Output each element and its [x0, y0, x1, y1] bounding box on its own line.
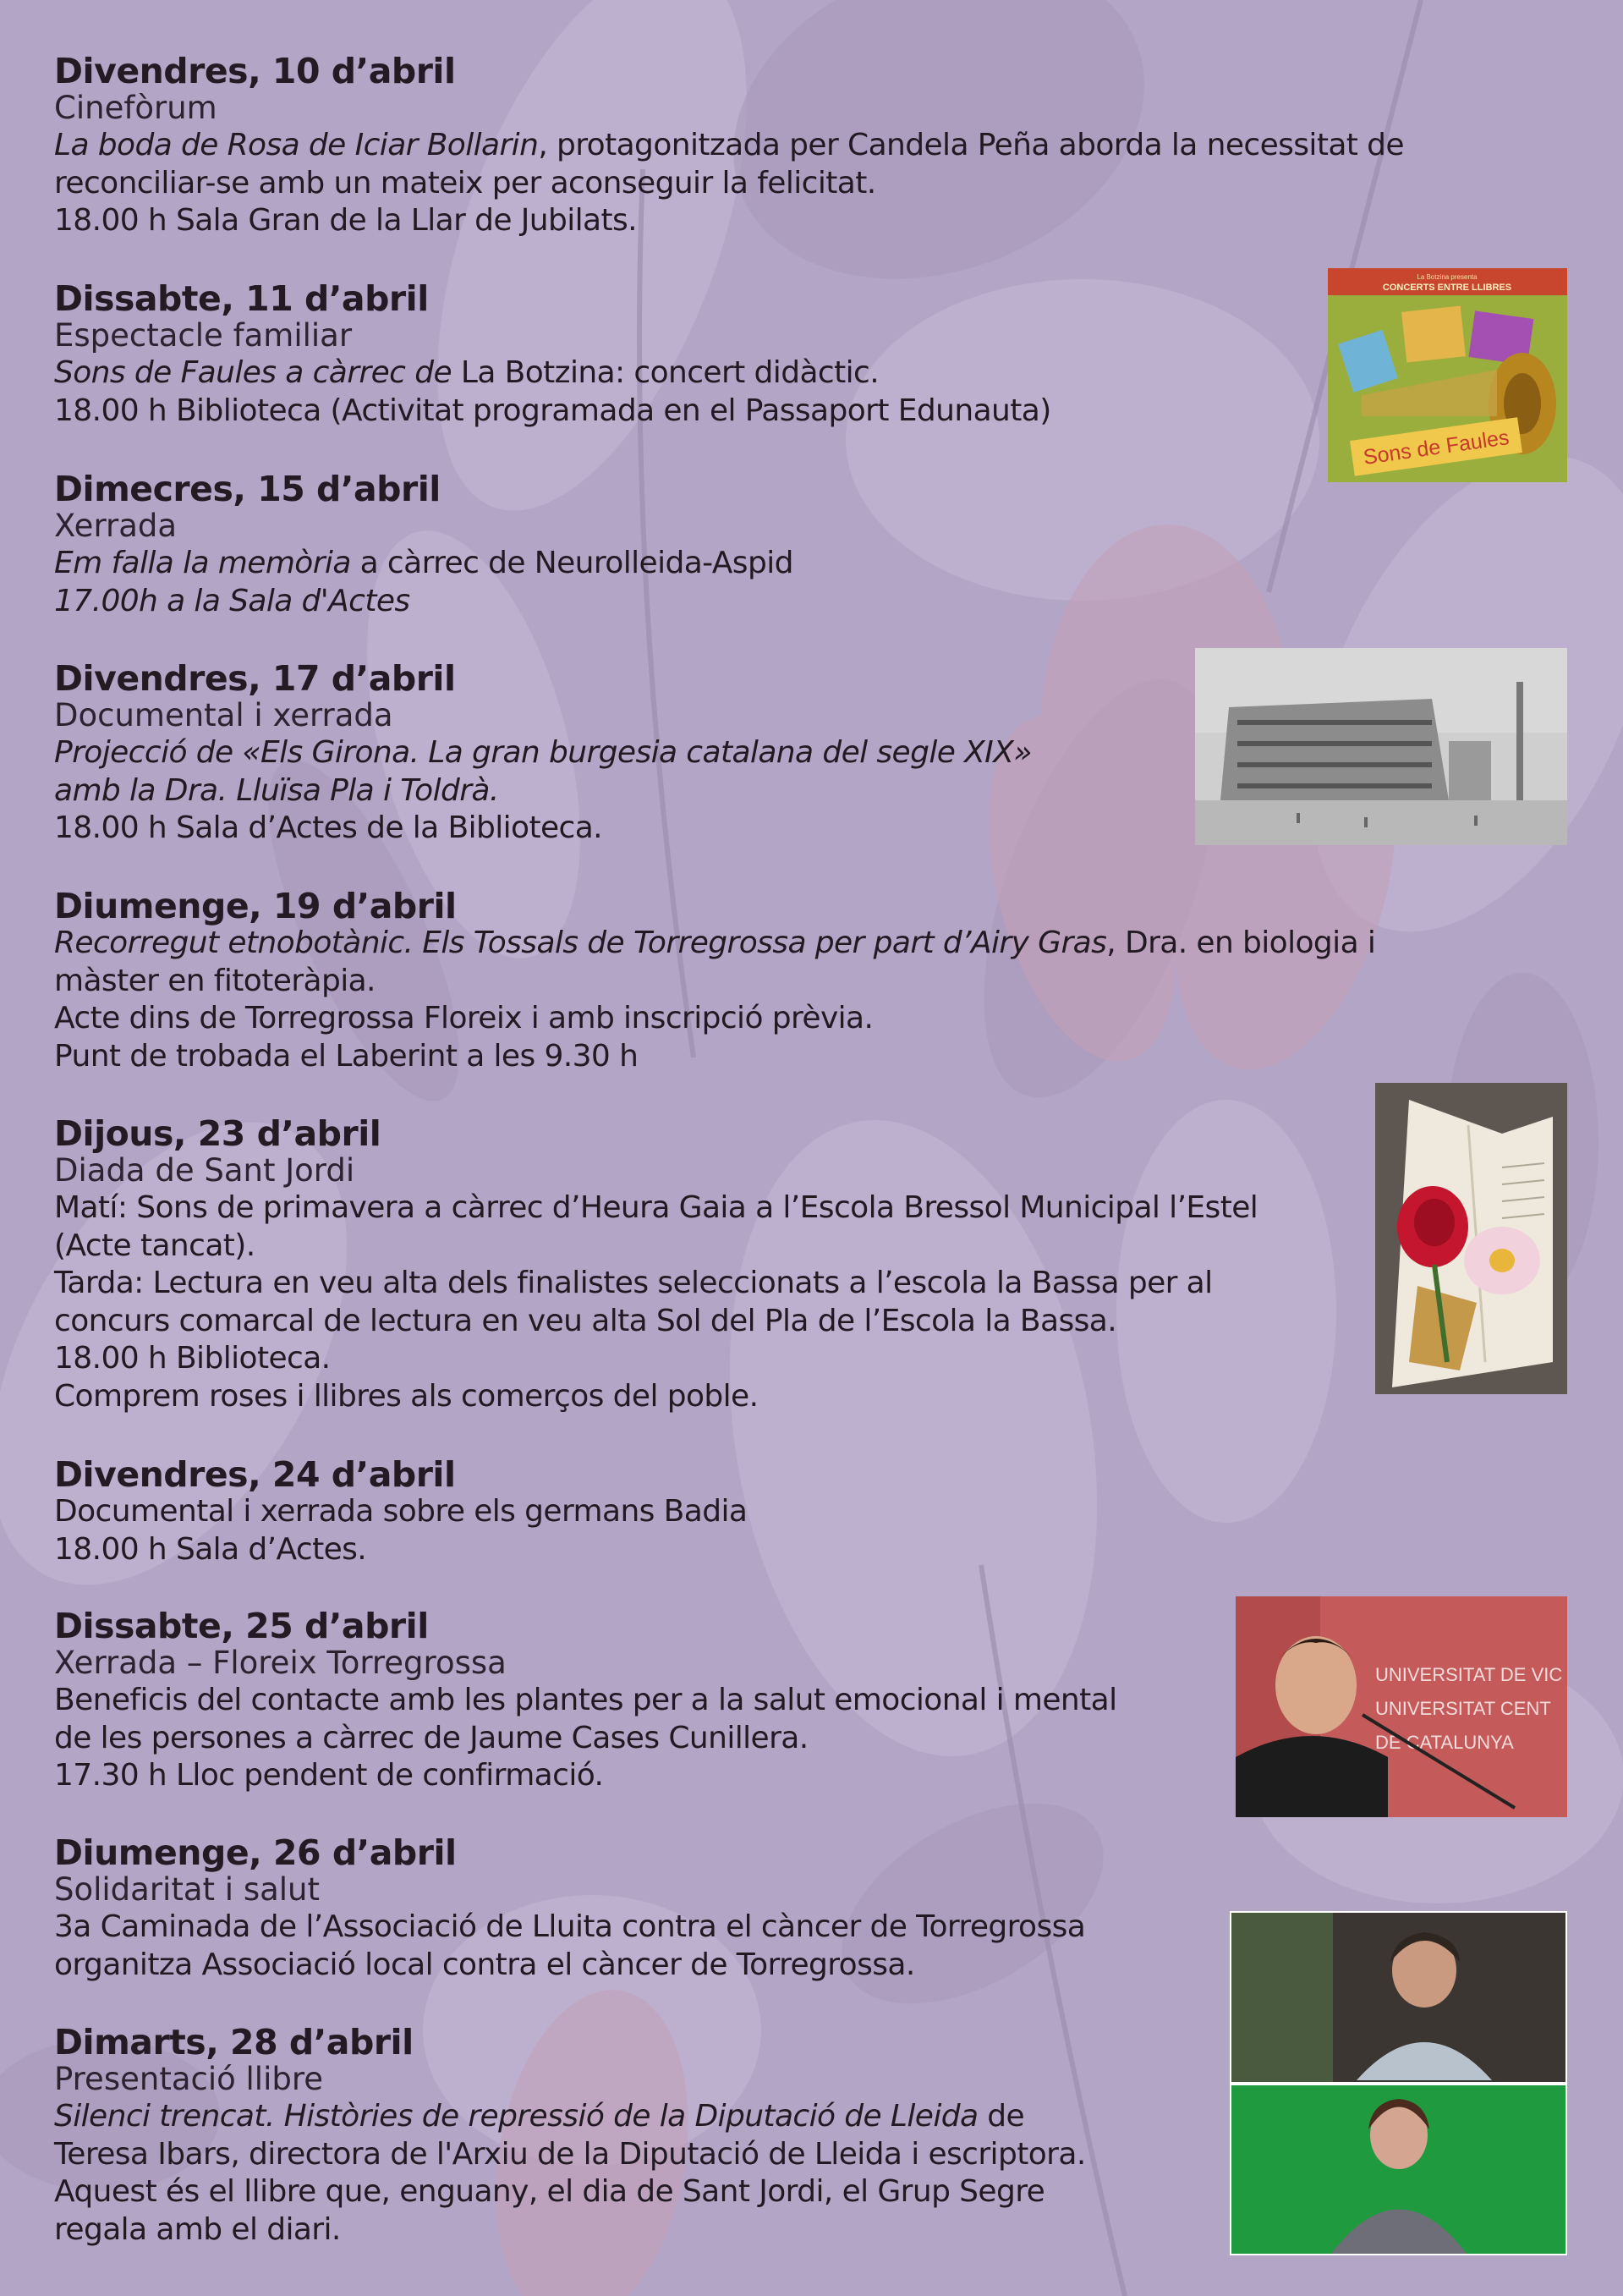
event-date: Dijous, 23 d’abril: [54, 1113, 381, 1154]
sign-text: UNIVERSITAT DE VIC: [1375, 1664, 1563, 1685]
event-date: Diumenge, 19 d’abril: [54, 886, 457, 926]
event-10-april: [54, 52, 1543, 240]
building-engraving-image: [1195, 648, 1567, 845]
event-description: Beneficis del contacte amb les plantes per a la salut emocional i mental: [54, 1683, 1117, 1717]
event-date: Divendres, 10 d’abril: [54, 51, 456, 91]
event-description: Recorregut etnobotànic. Els Tossals de Torregrossa per part d’Airy Gras, Dra. en biologia i: [54, 926, 1376, 960]
sign-text: DE CATALUNYA: [1375, 1732, 1514, 1753]
event-date: Dimarts, 28 d’abril: [54, 2022, 414, 2063]
event-time-place: 18.00 h Biblioteca.: [54, 1341, 331, 1376]
event-line: reconciliar-se amb un mateix per aconseguir la felicitat.: [54, 165, 876, 200]
event-time-place: 18.00 h Sala d’Actes de la Biblioteca.: [54, 810, 603, 846]
event-line: concurs comarcal de lectura en veu alta Sol del Pla de l’Escola la Bassa.: [54, 1303, 1117, 1338]
event-description: Sons de Faules a càrrec de La Botzina: concert didàctic.: [54, 355, 880, 390]
event-category: Espectacle familiar: [54, 317, 353, 354]
poster-top-text: La Botzina presenta: [1417, 273, 1478, 281]
event-category: Diada de Sant Jordi: [54, 1152, 355, 1189]
event-category: Cinefòrum: [54, 90, 217, 126]
event-description: Silenci trencat. Històries de repressió de la Diputació de Lleida de: [54, 2099, 1025, 2134]
event-description: Em falla la memòria a càrrec de Neurolleida-Aspid: [54, 546, 793, 580]
event-11-april: [54, 280, 1543, 430]
event-23-april: [54, 1115, 1543, 1416]
event-date: Dissabte, 11 d’abril: [54, 278, 429, 319]
event-category: Documental i xerrada: [54, 697, 393, 733]
author-photos: [1230, 1911, 1567, 2255]
speaker-photo: [1236, 1596, 1567, 1817]
event-15-april: [54, 470, 1543, 620]
event-description: amb la Dra. Lluïsa Pla i Toldrà.: [54, 772, 499, 808]
event-description: 3a Caminada de l’Associació de Lluita contra el càncer de Torregrossa: [54, 1909, 1086, 1944]
event-description: regala amb el diari.: [54, 2211, 341, 2247]
event-description: Documental i xerrada sobre els germans Badia: [54, 1494, 748, 1529]
event-description: de les persones a càrrec de Jaume Cases Cunillera.: [54, 1720, 809, 1755]
event-category: Presentació llibre: [54, 2061, 324, 2097]
event-line: màster en fitoteràpia.: [54, 963, 376, 998]
event-description: La boda de Rosa de Iciar Bollarin, protagonitzada per Candela Peña aborda la necessitat de: [54, 128, 1404, 162]
event-line: Matí: Sons de primavera a càrrec d’Heura Gaia a l’Escola Bressol Municipal l’Estel: [54, 1190, 1258, 1225]
event-description: Projecció de «Els Girona. La gran burgesia catalana del segle XIX»: [54, 735, 1032, 770]
event-date: Divendres, 24 d’abril: [54, 1454, 456, 1495]
rose-book-image: [1375, 1083, 1567, 1394]
event-category: Solidaritat i salut: [54, 1871, 321, 1908]
event-line: Acte dins de Torregrossa Floreix i amb inscripció prèvia.: [54, 1001, 874, 1036]
sign-text: UNIVERSITAT CENT: [1375, 1698, 1551, 1719]
event-description: Aquest és el llibre que, enguany, el dia de Sant Jordi, el Grup Segre: [54, 2174, 1045, 2210]
event-line: (Acte tancat).: [54, 1228, 255, 1263]
event-time-place: 18.00 h Sala d’Actes.: [54, 1531, 367, 1567]
event-time-place: Punt de trobada el Laberint a les 9.30 h: [54, 1038, 639, 1074]
event-time-place: 17.30 h Lloc pendent de confirmació.: [54, 1758, 604, 1793]
sons-de-faules-poster: [1328, 268, 1567, 482]
event-description: Teresa Ibars, directora de l'Arxiu de la Diputació de Lleida i escriptora.: [54, 2136, 1086, 2172]
event-description: organitza Associació local contra el càncer de Torregrossa.: [54, 1947, 915, 1982]
event-date: Diumenge, 26 d’abril: [54, 1832, 457, 1873]
event-date: Dissabte, 25 d’abril: [54, 1606, 429, 1646]
event-line: Tarda: Lectura en veu alta dels finalistes seleccionats a l’escola la Bassa per al: [54, 1266, 1213, 1301]
event-line: Comprem roses i llibres als comerços del poble.: [54, 1378, 759, 1414]
event-24-april: [54, 1456, 1543, 1568]
poster-title: Sons de Faules: [1362, 426, 1511, 470]
event-time-place: 18.00 h Biblioteca (Activitat programada en el Passaport Edunauta): [54, 393, 1051, 428]
poster-header: CONCERTS ENTRE LLIBRES: [1382, 283, 1512, 293]
event-category: Xerrada: [54, 508, 178, 544]
event-19-april: [54, 887, 1543, 1075]
event-time-place: 18.00 h Sala Gran de la Llar de Jubilats.: [54, 203, 638, 239]
event-category: Xerrada – Floreix Torregrossa: [54, 1645, 507, 1681]
event-date: Divendres, 17 d’abril: [54, 658, 456, 699]
event-time-place: 17.00h a la Sala d'Actes: [54, 583, 410, 618]
event-date: Dimecres, 15 d’abril: [54, 469, 441, 509]
